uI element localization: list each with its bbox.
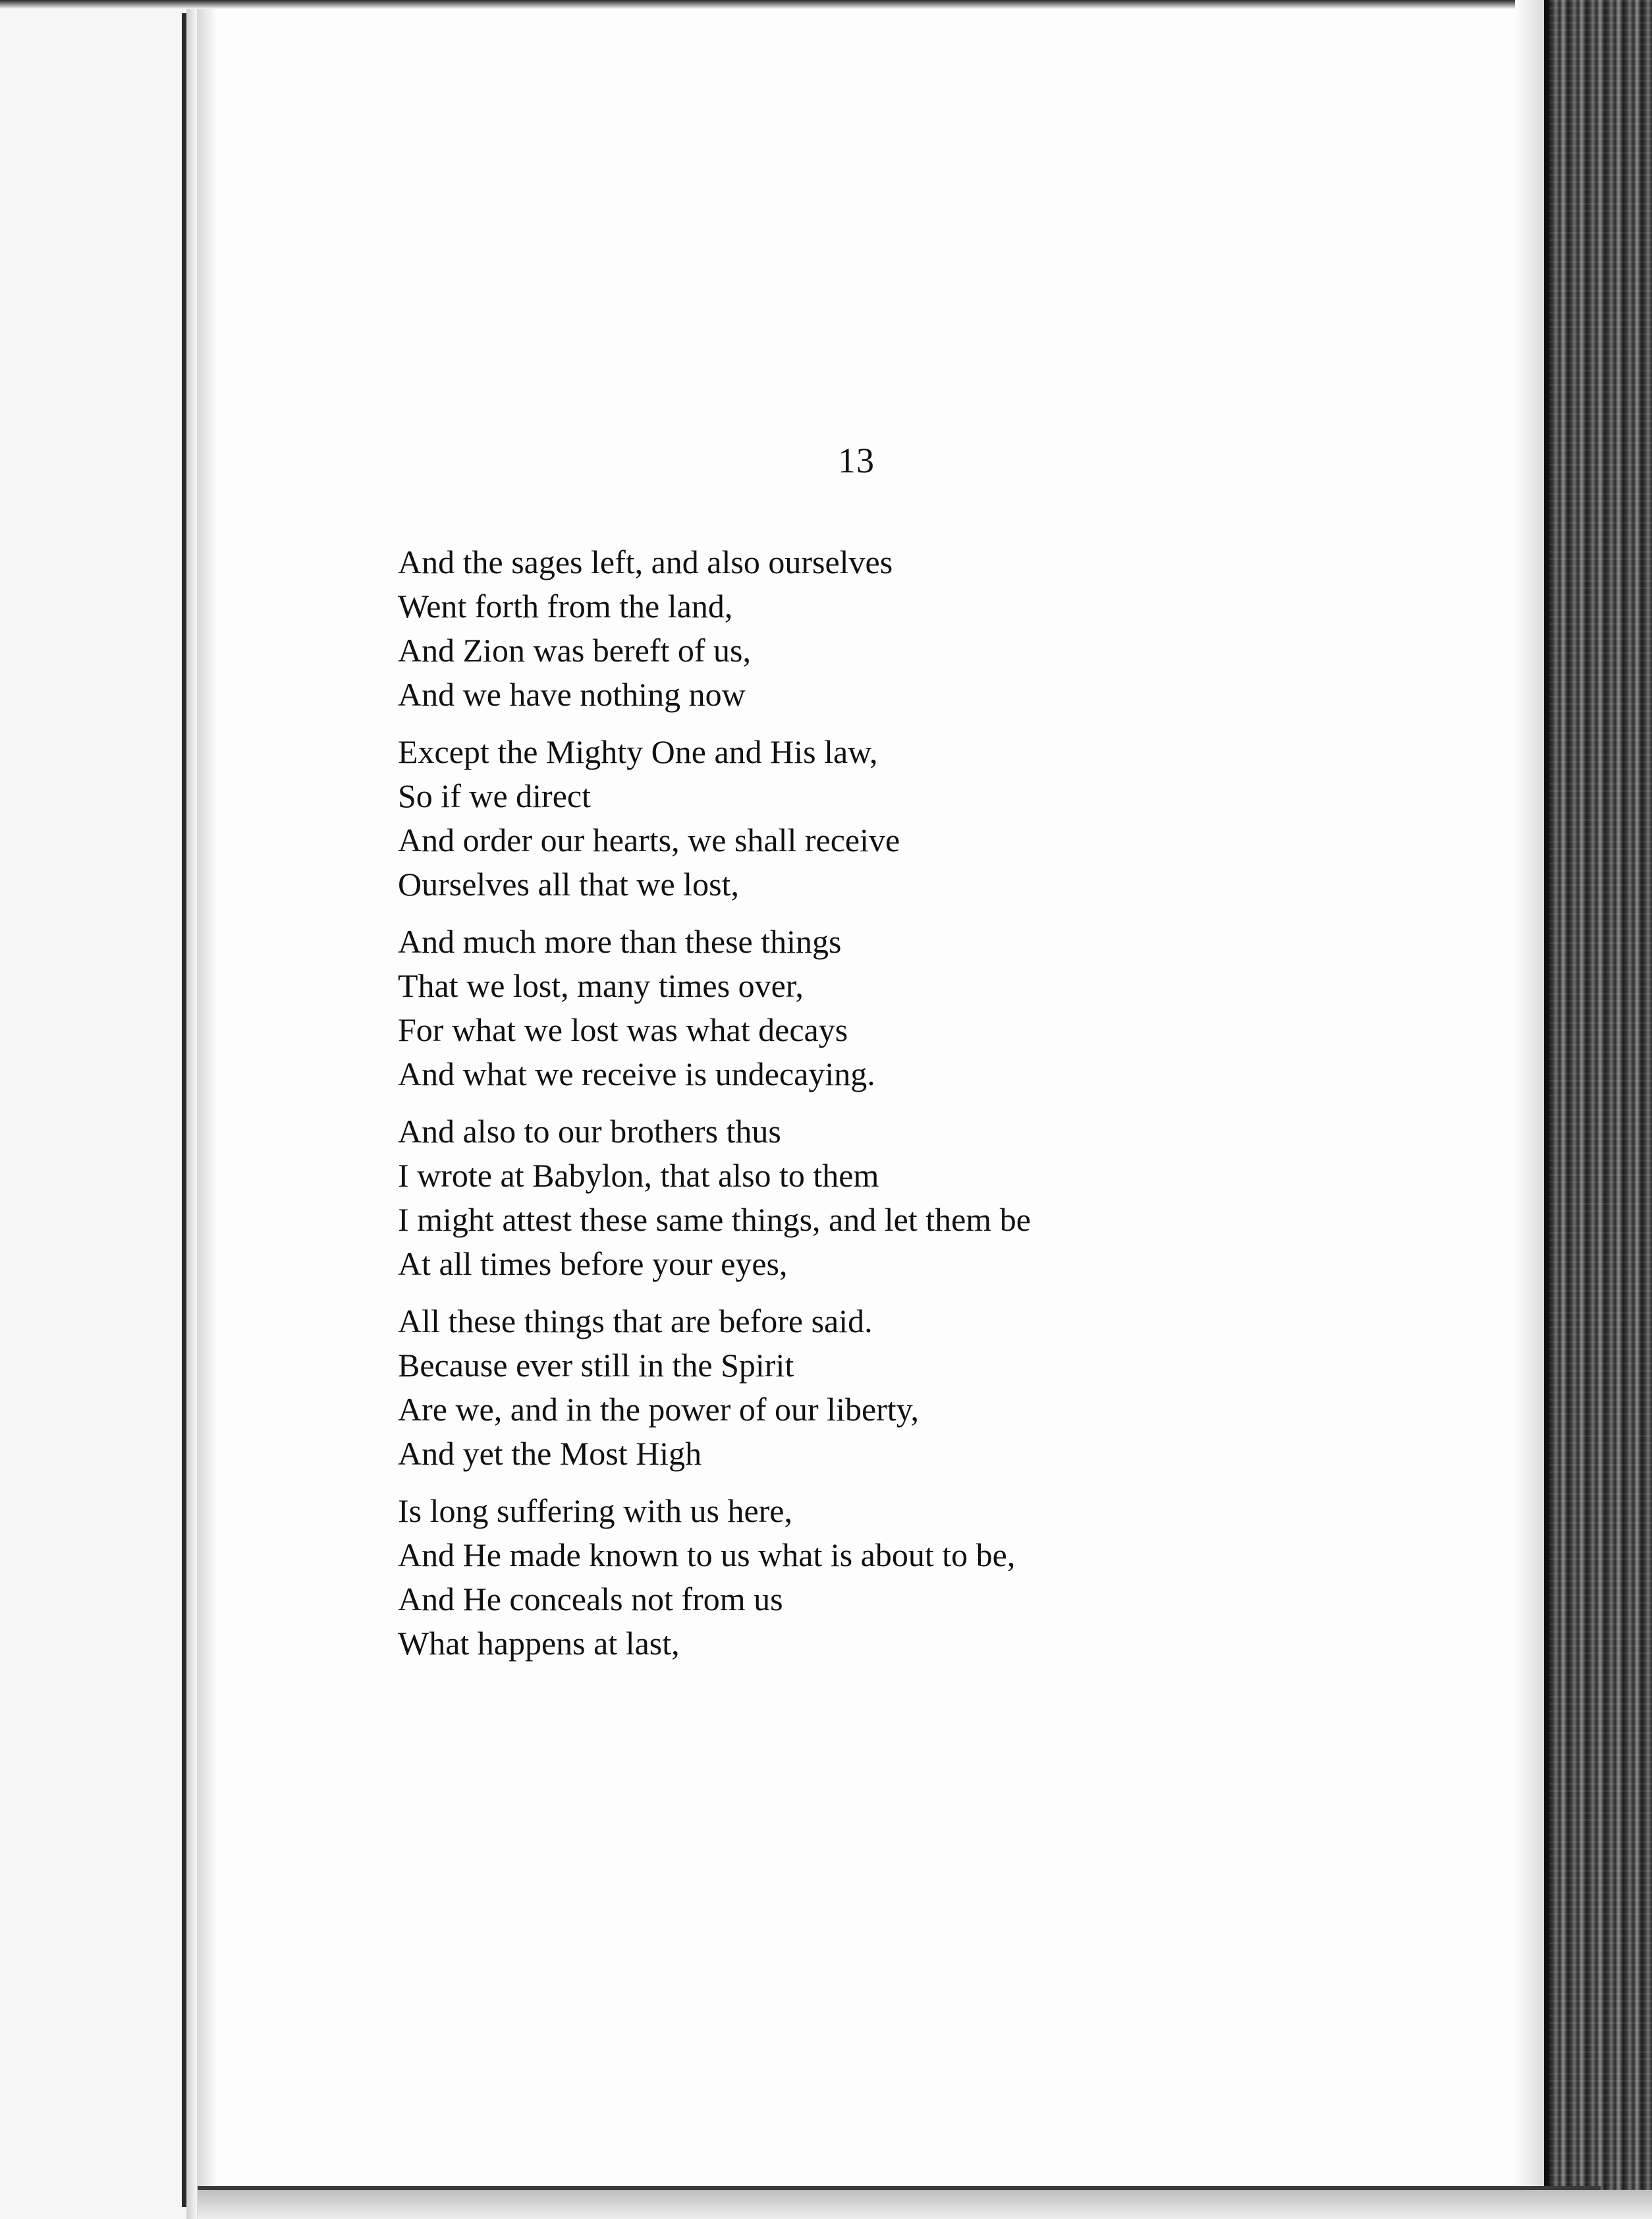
poem-line: Went forth from the land, — [398, 588, 733, 625]
stanza-6 — [398, 1489, 1452, 1666]
right-page-shading — [1515, 0, 1544, 2219]
poem-line: And yet the Most High — [398, 1435, 702, 1472]
poem-line: At all times before your eyes, — [398, 1245, 788, 1282]
poem-line: I might attest these same things, and let them be — [398, 1201, 1031, 1238]
poem-text — [398, 540, 1452, 1679]
poem-line: All these things that are before said. — [398, 1303, 873, 1339]
poem-line: Are we, and in the power of our liberty, — [398, 1391, 919, 1428]
poem-line: That we lost, many times over, — [398, 967, 804, 1004]
poem-line: And much more than these things — [398, 923, 842, 960]
gutter-shadow — [186, 0, 197, 2219]
stanza-2 — [398, 730, 1452, 907]
poem-line: So if we direct — [398, 777, 591, 814]
poem-line: And what we receive is undecaying. — [398, 1055, 875, 1092]
book-fore-edge — [1549, 0, 1652, 2219]
poem-line: And the sages left, and also ourselves — [398, 544, 893, 580]
poem-line: And also to our brothers thus — [398, 1113, 781, 1150]
poem-line: Except the Mighty One and His law, — [398, 733, 878, 770]
gutter-shading — [197, 0, 217, 2219]
poem-line: Ourselves all that we lost, — [398, 866, 739, 903]
page-gutter-line — [182, 13, 186, 2207]
poem-line: And He conceals not from us — [398, 1581, 783, 1617]
poem-line: And Zion was bereft of us, — [398, 632, 751, 669]
stanza-5 — [398, 1299, 1452, 1476]
page-number: 13 — [838, 441, 875, 480]
poem-line: And He made known to us what is about to be, — [398, 1536, 1016, 1573]
top-page-edge — [0, 0, 1652, 9]
bottom-page-shadow — [198, 2190, 1652, 2219]
stanza-4 — [398, 1110, 1452, 1286]
stanza-3 — [398, 920, 1452, 1096]
poem-line: I wrote at Babylon, that also to them — [398, 1157, 879, 1194]
poem-line: And order our hearts, we shall receive — [398, 822, 900, 858]
poem-line: And we have nothing now — [398, 676, 746, 713]
stanza-1 — [398, 540, 1452, 717]
poem-line: What happens at last, — [398, 1625, 680, 1662]
poem-line: Is long suffering with us here, — [398, 1492, 792, 1529]
poem-line: For what we lost was what decays — [398, 1011, 848, 1048]
poem-line: Because ever still in the Spirit — [398, 1347, 794, 1384]
facing-page-edge — [0, 0, 186, 2219]
